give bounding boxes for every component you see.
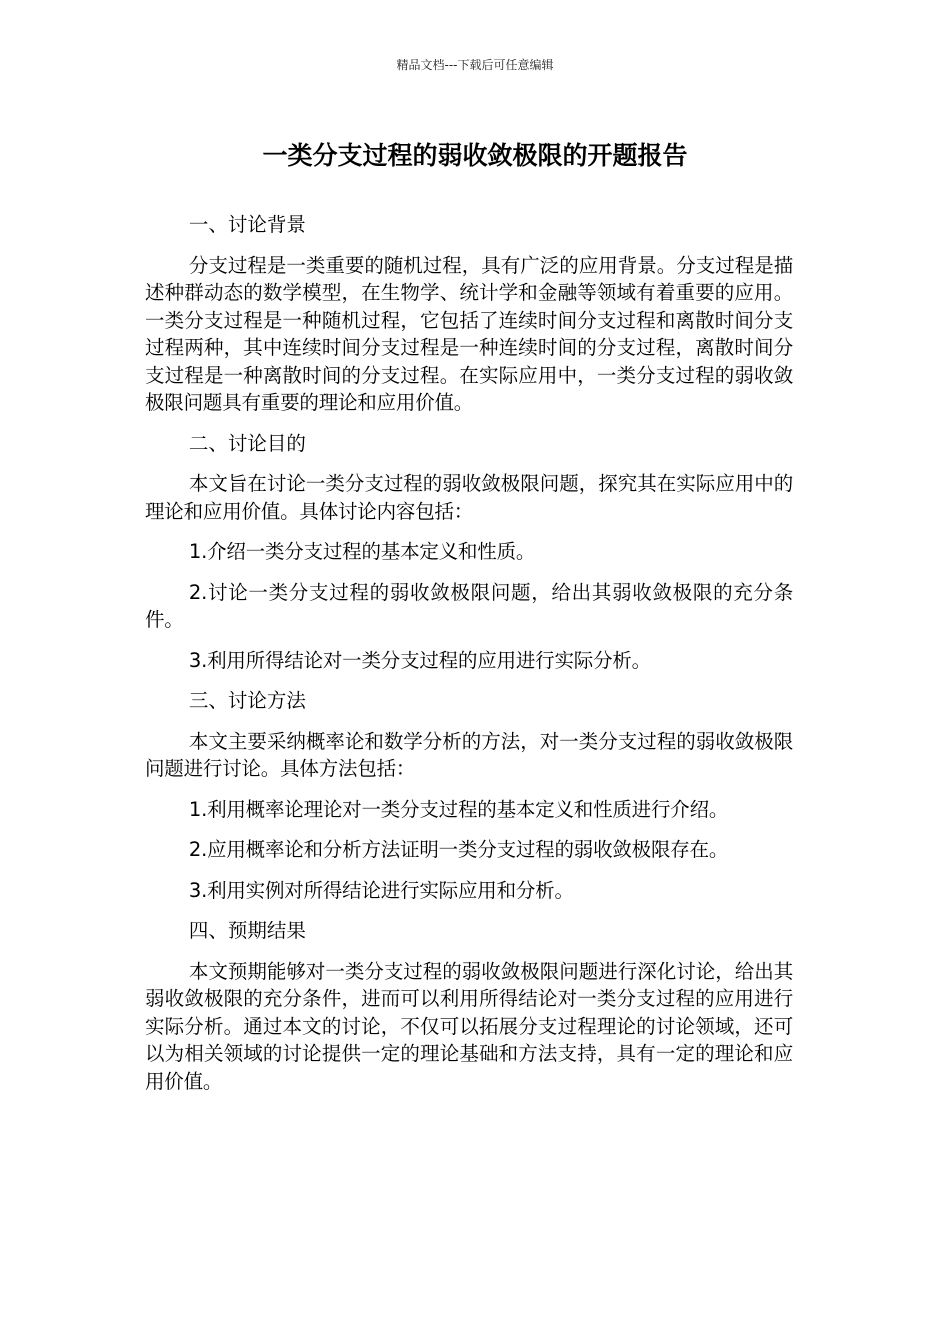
list-item-purpose-3: 3.利用所得结论对一类分支过程的应用进行实际分析。 <box>188 648 651 672</box>
document-body <box>145 211 793 1108</box>
paragraph-purpose: 本文旨在讨论一类分支过程的弱收敛极限问题，探究其在实际应用中的理论和应用价值。具体讨论内容包括： <box>145 472 793 523</box>
section-heading-purpose: 二、讨论目的 <box>188 431 306 455</box>
paragraph-method: 本文主要采纳概率论和数学分析的方法，对一类分支过程的弱收敛极限问题进行讨论。具体方法包括： <box>145 729 793 780</box>
list-item-method-1: 1.利用概率论理论对一类分支过程的基本定义和性质进行介绍。 <box>188 797 729 821</box>
list-item-method-3: 3.利用实例对所得结论进行实际应用和分析。 <box>188 878 574 902</box>
document-title: 一类分支过程的弱收敛极限的开题报告 <box>262 141 688 170</box>
page-header: 精品文档---下载后可任意编辑 <box>396 58 554 72</box>
paragraph-results: 本文预期能够对一类分支过程的弱收敛极限问题进行深化讨论，给出其弱收敛极限的充分条件，进而可以利用所得结论对一类分支过程的应用进行实际分析。通过本文的讨论，不仅可以拓展分支过程理论的讨论领域，还可以为相关领域的讨论提供一定的理论基础和方法支持，具有一定的理论和应用价值。 <box>145 959 793 1093</box>
list-item-purpose-1: 1.介绍一类分支过程的基本定义和性质。 <box>188 540 536 563</box>
section-heading-results: 四、预期结果 <box>188 919 306 942</box>
section-heading-method: 三、讨论方法 <box>188 689 306 712</box>
paragraph-background: 分支过程是一类重要的随机过程，具有广泛的应用背景。分支过程是描述种群动态的数学模型，在生物学、统计学和金融等领域有着重要的应用。一类分支过程是一种随机过程，它包括了连续时间分支过程和离散时间分支过程两种，其中连续时间分支过程是一种连续时间的分支过程，离散时间分支过程是一种离散时间的分支过程。在实际应用中，一类分支过程的弱收敛极限问题具有重要的理论和应用价值。 <box>145 253 793 414</box>
section-heading-background: 一、讨论背景 <box>188 213 306 236</box>
list-item-method-2: 2.应用概率论和分析方法证明一类分支过程的弱收敛极限存在。 <box>188 838 729 861</box>
list-item-purpose-2: 2.讨论一类分支过程的弱收敛极限问题，给出其弱收敛极限的充分条件。 <box>145 580 793 631</box>
